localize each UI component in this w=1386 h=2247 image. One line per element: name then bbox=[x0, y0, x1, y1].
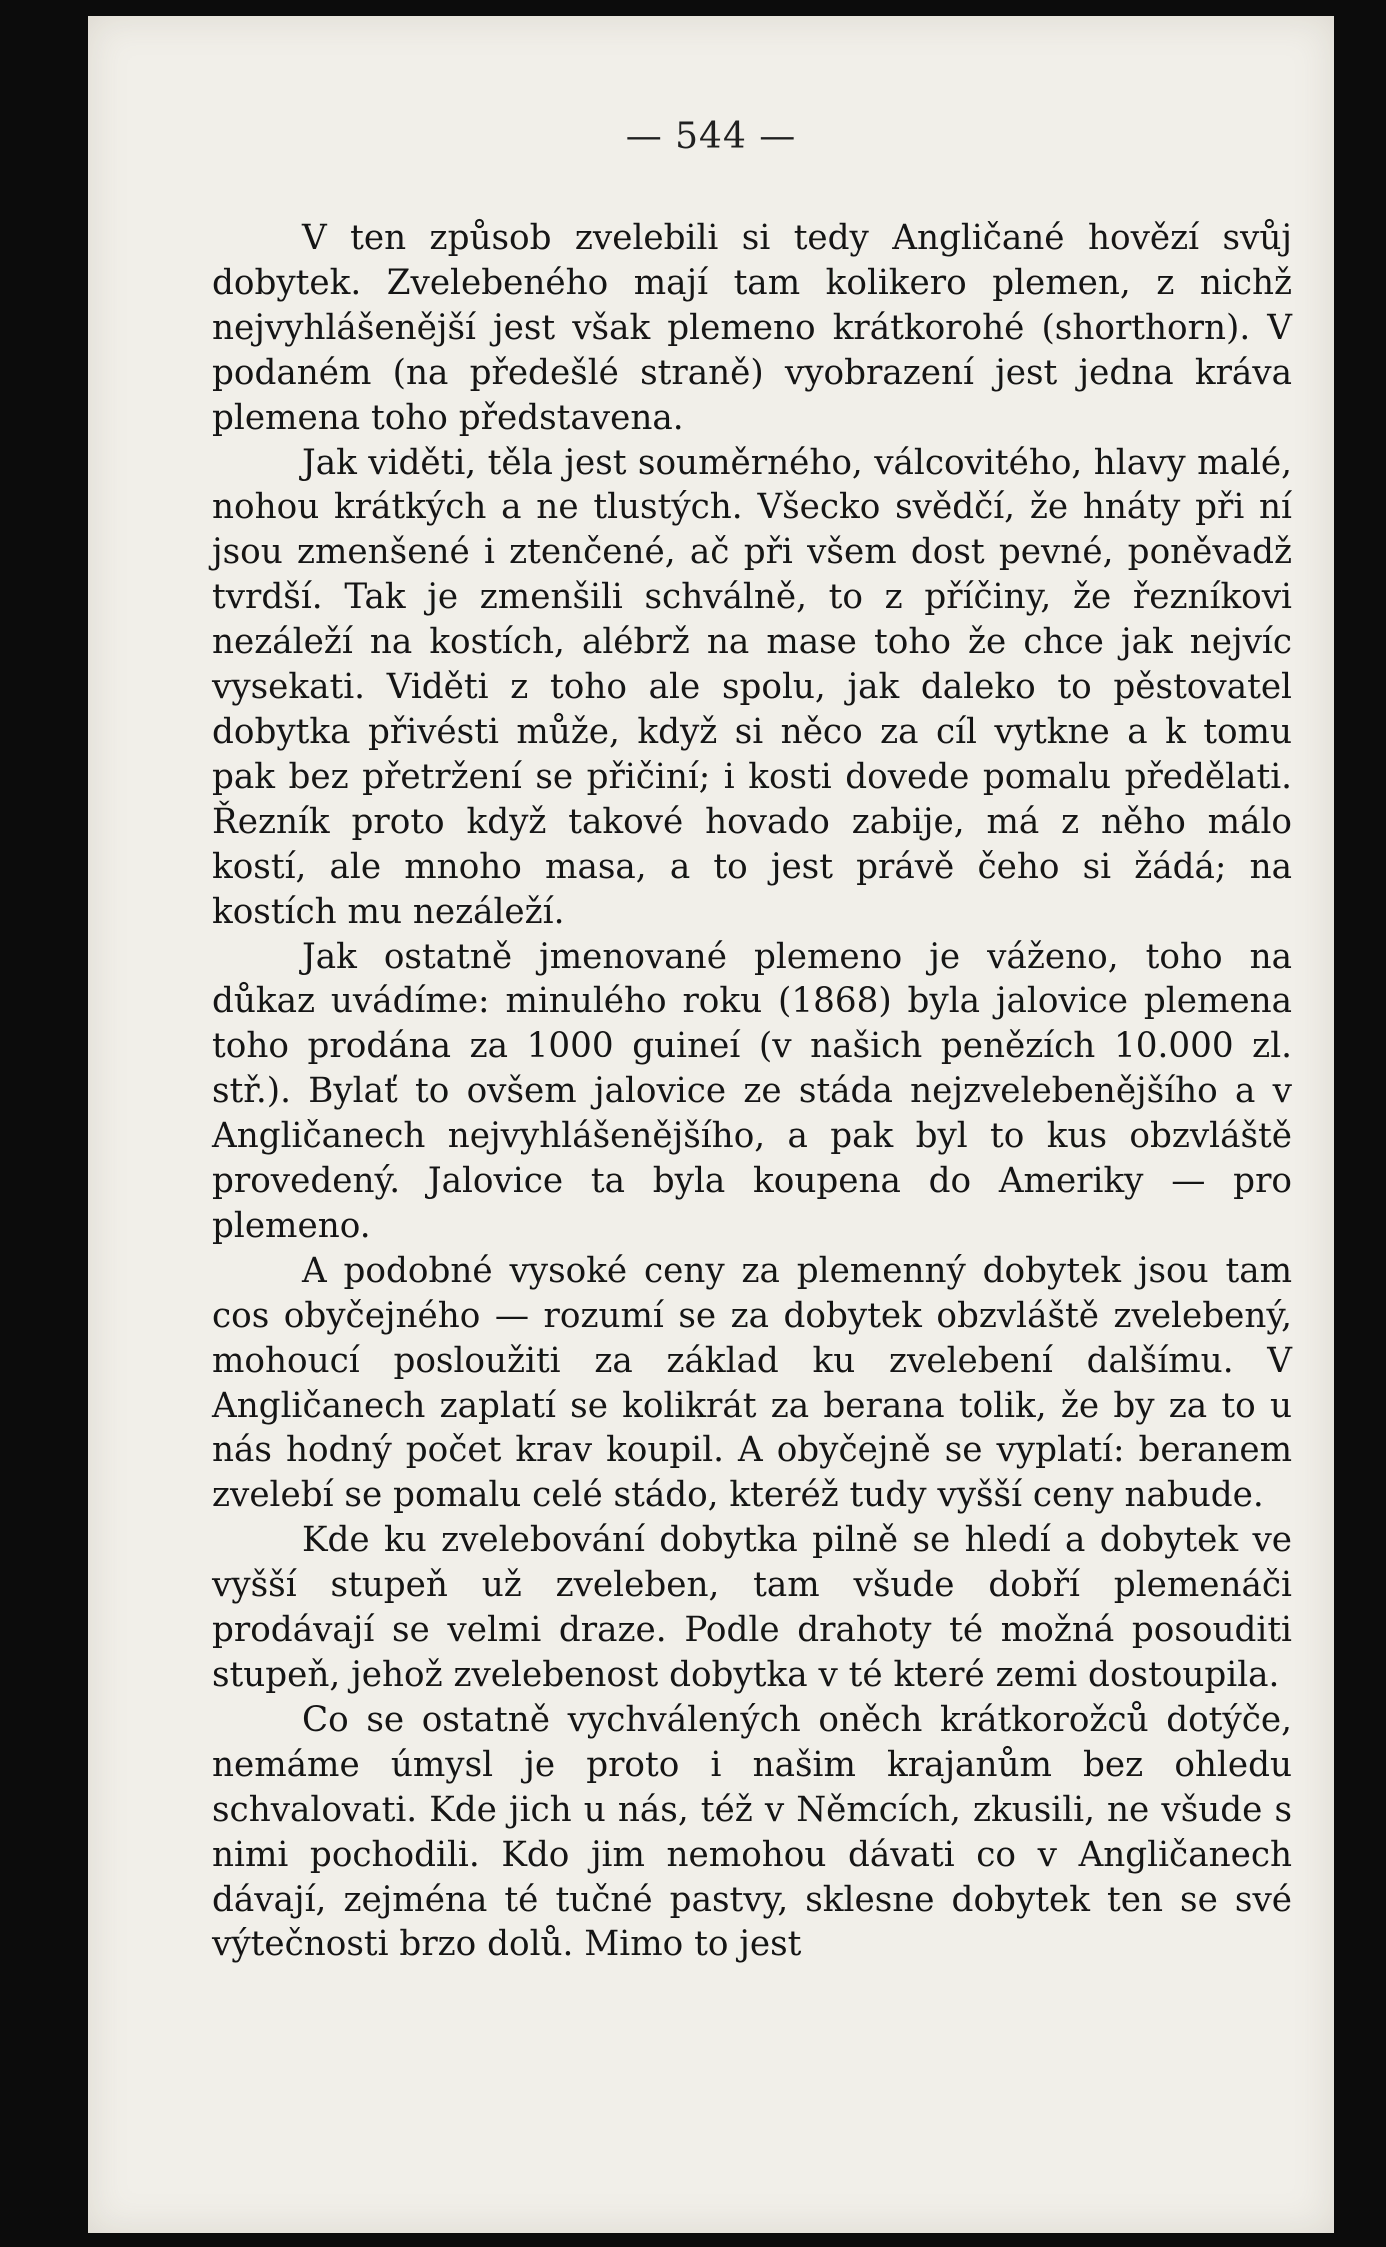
book-page bbox=[88, 16, 1334, 2233]
paragraph: Jak viděti, těla jest souměrného, válcovitého, hlavy malé, nohou krátkých a ne tlustých. Všecko svědčí, že hnáty při ní jsou zmenšené i ztenčené, ač při všem dost pevné, poněvadž tvrdší. Tak je zmenšili schválně, to z příčiny, že řezníkovi nezáleží na kostích, alébrž na mase toho že chce jak nejvíc vysekati. Viděti z toho ale spolu, jak daleko to pěstovatel dobytka přivésti může, když si něco za cíl vytkne a k tomu pak bez přetržení se přičiní; i kosti dovede pomalu předělati. Řezník proto když takové hovado zabije, má z něho málo kostí, ale mnoho masa, a to jest právě čeho si žádá; na kostích mu nezáleží. bbox=[212, 442, 1292, 932]
body-text bbox=[212, 216, 1292, 1967]
paragraph: V ten způsob zvelebili si tedy Angličané hovězí svůj dobytek. Zvelebeného mají tam kolikero plemen, z nichž nejvyhlášenější jest však plemeno krátkorohé (shorthorn). V podaném (na předešlé straně) vyobrazení jest jedna kráva plemena toho představena. bbox=[212, 218, 1292, 438]
paragraph: Kde ku zvelebování dobytka pilně se hledí a dobytek ve vyšší stupeň už zveleben, tam všude dobří plemenáči prodávají se velmi draze. Podle drahoty té možná posouditi stupeň, jehož zvelebenost dobytka v té které zemi dostoupila. bbox=[212, 1520, 1292, 1695]
paragraph: Jak ostatně jmenované plemeno je váženo, toho na důkaz uvádíme: minulého roku (1868) byla jalovice plemena toho prodána za 1000 guineí (v našich penězích 10.000 zl. stř.). Bylať to ovšem jalovice ze stáda nejzvelebenějšího a v Angličanech nejvyhlášenějšího, a pak byl to kus obzvláště provedený. Jalovice ta byla koupena do Ameriky — pro plemeno. bbox=[212, 936, 1292, 1246]
paragraph: Co se ostatně vychválených oněch krátkorožců dotýče, nemáme úmysl je proto i našim krajanům bez ohledu schvalovati. Kde jich u nás, též v Němcích, zkusili, ne všude s nimi pochodili. Kdo jim nemohou dávati co v Angličanech dávají, zejména té tučné pastvy, sklesne dobytek ten se své výtečnosti brzo dolů. Mimo to jest bbox=[212, 1699, 1292, 1965]
paragraph: A podobné vysoké ceny za plemenný dobytek jsou tam cos obyčejného — rozumí se za dobytek obzvláště zvelebený, mohoucí posloužiti za základ ku zvelebení dalšímu. V Angličanech zaplatí se kolikrát za berana tolik, že by za to u nás hodný počet krav koupil. A obyčejně se vyplatí: beranem zvelebí se pomalu celé stádo, kteréž tudy vyšší ceny nabude. bbox=[212, 1250, 1292, 1516]
page-number: — 544 — bbox=[625, 116, 797, 157]
